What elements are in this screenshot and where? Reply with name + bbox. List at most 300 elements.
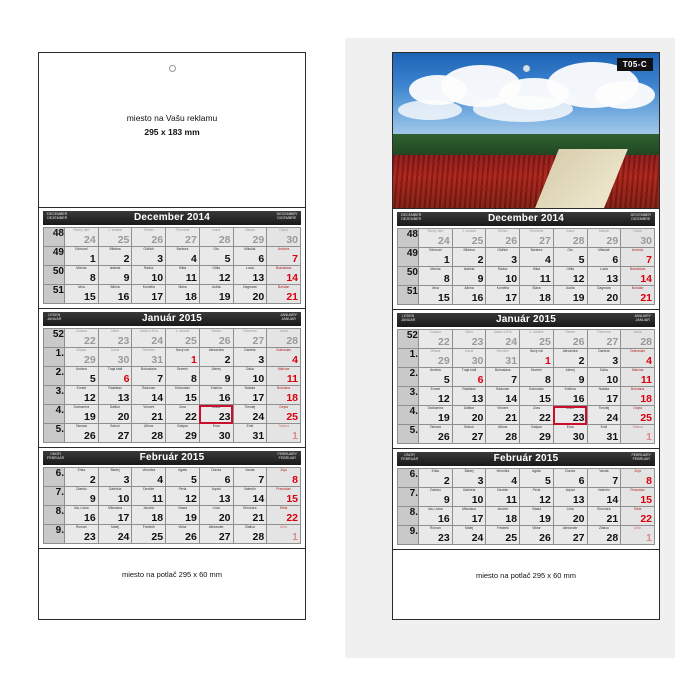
day-cell[interactable] [553,248,587,267]
name-day-label: Alexander [208,525,224,529]
name-day-label: Bohdan [277,285,290,289]
day-cell[interactable] [267,247,301,266]
day-cell[interactable] [267,367,301,386]
day-cell[interactable] [132,247,166,266]
month-title-bar [43,451,301,465]
day-number: 31 [505,355,518,367]
day-cell[interactable] [132,487,166,506]
name-day-label: Miloš [212,405,221,409]
day-cell[interactable] [452,469,486,488]
day-cell[interactable] [98,285,132,304]
day-cell[interactable] [166,386,200,405]
day-cell[interactable] [587,469,621,488]
day-number: 20 [606,292,619,304]
day-cell[interactable] [486,387,520,406]
day-cell[interactable] [233,424,267,443]
day-cell[interactable] [233,487,267,506]
day-cell[interactable] [267,468,301,487]
day-cell[interactable] [132,329,166,348]
day-cell[interactable] [132,228,166,247]
day-number: 24 [471,532,484,544]
week-row [44,386,301,405]
day-cell[interactable] [65,487,99,506]
day-cell[interactable] [267,386,301,405]
day-cell[interactable] [486,368,520,387]
day-number: 17 [471,513,484,525]
day-cell[interactable] [199,506,233,525]
day-cell[interactable] [452,526,486,545]
week-number-cell: 8. [44,506,65,525]
name-day-label: Judita [211,285,221,289]
name-day-label: Matej [465,526,474,530]
day-cell[interactable] [166,329,200,348]
name-day-label: Malvína [277,367,290,371]
day-number: 3 [612,355,619,367]
month-title: Január 2015 [141,313,203,324]
name-day-label: Jaromír [143,506,155,510]
day-cell[interactable] [98,386,132,405]
day-cell[interactable] [486,507,520,526]
day-cell[interactable] [166,367,200,386]
day-cell[interactable] [65,285,99,304]
month-title-alt-right: DECEMBER DICEMBRE [276,212,297,221]
day-number: 11 [640,374,652,386]
day-number: 30 [286,234,298,246]
day-cell[interactable] [166,228,200,247]
name-day-label: Ivana [279,329,288,333]
day-cell[interactable] [233,228,267,247]
name-day-label: Gašpar [177,424,188,428]
name-day-label: Mikuláš [598,248,610,252]
day-cell[interactable] [486,267,520,286]
day-cell[interactable] [553,406,587,425]
week-number-cell: 50 [44,266,65,285]
week-row [398,286,655,305]
day-number: 15 [185,392,197,404]
day-cell[interactable] [98,506,132,525]
ad-placeholder-text [39,111,305,139]
day-cell[interactable] [419,368,453,387]
day-cell[interactable] [166,285,200,304]
day-cell[interactable] [98,247,132,266]
day-number: 13 [606,273,619,285]
day-cell[interactable] [520,248,554,267]
day-cell[interactable] [452,488,486,507]
day-cell[interactable] [520,229,554,248]
day-cell[interactable] [486,286,520,305]
day-cell[interactable] [267,348,301,367]
day-cell[interactable] [98,329,132,348]
day-cell[interactable] [587,248,621,267]
day-cell[interactable] [267,329,301,348]
name-day-label: Severín [530,368,543,372]
day-cell[interactable] [553,387,587,406]
name-day-label: Nataša [244,386,256,390]
week-row [398,526,655,545]
day-cell[interactable] [419,507,453,526]
day-cell[interactable] [132,348,166,367]
day-cell[interactable] [65,525,99,544]
day-cell[interactable] [199,348,233,367]
day-cell[interactable] [486,349,520,368]
day-cell[interactable] [621,488,655,507]
day-cell[interactable] [199,405,233,424]
day-cell[interactable] [452,368,486,387]
day-cell[interactable] [621,507,655,526]
day-cell[interactable] [267,266,301,285]
day-cell[interactable] [520,526,554,545]
day-cell[interactable] [98,468,132,487]
day-cell[interactable] [65,424,99,443]
day-number: 26 [185,531,197,543]
day-cell[interactable] [621,469,655,488]
day-cell[interactable] [553,526,587,545]
day-cell[interactable] [553,349,587,368]
day-cell[interactable] [520,507,554,526]
name-day-label: Radúz [143,266,154,270]
day-cell[interactable] [587,368,621,387]
day-cell[interactable] [233,405,267,424]
name-day-label: Pravoslav [276,487,291,491]
day-cell[interactable] [520,406,554,425]
day-cell[interactable] [486,469,520,488]
day-cell[interactable] [98,367,132,386]
day-cell[interactable] [621,406,655,425]
day-cell[interactable] [267,405,301,424]
day-number: 4 [544,254,551,266]
day-cell[interactable] [520,330,554,349]
day-cell[interactable] [587,488,621,507]
month-title: December 2014 [488,213,564,224]
day-cell[interactable] [267,228,301,247]
day-cell[interactable] [587,526,621,545]
day-number: 13 [252,272,265,284]
day-cell[interactable] [132,266,166,285]
day-cell[interactable] [132,367,166,386]
day-cell[interactable] [621,330,655,349]
day-cell[interactable] [65,348,99,367]
name-day-label: Drahoslav [276,348,292,352]
day-cell[interactable] [199,468,233,487]
day-cell[interactable] [65,386,99,405]
day-number: 25 [151,531,164,543]
day-cell[interactable] [452,406,486,425]
day-cell[interactable] [553,368,587,387]
day-cell[interactable] [199,367,233,386]
day-cell[interactable] [587,286,621,305]
day-cell[interactable] [233,329,267,348]
day-cell[interactable] [452,349,486,368]
day-cell[interactable] [65,266,99,285]
day-cell[interactable] [553,425,587,444]
day-number: 11 [185,272,197,284]
day-cell[interactable] [419,488,453,507]
day-cell[interactable] [65,506,99,525]
day-number: 28 [218,234,231,246]
day-number: 13 [471,393,484,405]
day-cell[interactable] [621,349,655,368]
day-cell[interactable] [132,386,166,405]
day-cell[interactable] [621,286,655,305]
name-day-label: Štedrý deň [73,228,90,232]
day-cell[interactable] [587,387,621,406]
day-cell[interactable] [267,424,301,443]
day-cell[interactable] [621,248,655,267]
day-cell[interactable] [553,507,587,526]
name-day-label: Alexej [565,368,575,372]
day-number: 26 [438,431,450,443]
month-title-bar [397,452,655,466]
day-cell[interactable] [65,468,99,487]
name-day-label: Andrea [76,367,87,371]
day-number: 24 [117,531,130,543]
day-cell[interactable] [520,387,554,406]
day-cell[interactable] [233,468,267,487]
day-cell[interactable] [267,525,301,544]
day-cell[interactable] [621,229,655,248]
name-day-label: Alexandra [208,348,224,352]
name-day-label: Judita [565,286,575,290]
day-cell[interactable] [553,330,587,349]
month-title-bar [397,313,655,327]
day-cell[interactable] [486,488,520,507]
day-cell[interactable] [452,330,486,349]
day-cell[interactable] [486,425,520,444]
day-cell[interactable] [132,424,166,443]
name-day-label: Nový rok [175,348,189,352]
week-number-cell: 2. [44,367,65,386]
day-cell[interactable] [267,285,301,304]
day-cell[interactable] [520,267,554,286]
day-number: 9 [123,272,130,284]
day-cell[interactable] [452,507,486,526]
name-day-label: Vanda [599,469,609,473]
day-number: 6 [123,373,130,385]
day-cell[interactable] [267,506,301,525]
name-day-label: Lucia [599,267,608,271]
day-cell[interactable] [166,506,200,525]
month-block [393,449,659,550]
day-cell[interactable] [199,487,233,506]
day-cell[interactable] [199,228,233,247]
day-cell[interactable] [621,425,655,444]
day-cell[interactable] [486,330,520,349]
name-day-label: Alexander [562,526,578,530]
day-cell[interactable] [520,368,554,387]
day-cell[interactable] [166,487,200,506]
day-cell[interactable] [419,469,453,488]
week-row [44,266,301,285]
day-cell[interactable] [419,229,453,248]
day-cell[interactable] [553,488,587,507]
photo-header [393,53,659,209]
day-cell[interactable] [233,266,267,285]
name-day-label: Lívia [212,506,220,510]
day-cell[interactable] [233,506,267,525]
name-day-label: Hilda [178,266,187,270]
day-cell[interactable] [65,329,99,348]
name-day-label: Bibiána [463,248,475,252]
name-day-label: Ernest [430,387,441,391]
day-number: 8 [443,273,450,285]
day-cell[interactable] [166,525,200,544]
day-cell[interactable] [452,286,486,305]
day-cell[interactable] [452,387,486,406]
day-number: 31 [252,430,265,442]
day-cell[interactable] [621,267,655,286]
day-cell[interactable] [452,248,486,267]
day-cell[interactable] [166,266,200,285]
day-cell[interactable] [65,367,99,386]
day-cell[interactable] [587,406,621,425]
day-cell[interactable] [199,386,233,405]
name-day-label: Veronika [496,469,510,473]
day-cell[interactable] [452,229,486,248]
name-day-label: Lívia [566,507,574,511]
day-cell[interactable] [199,285,233,304]
week-row [44,487,301,506]
day-cell[interactable] [520,488,554,507]
name-day-label: Eleonóra [243,506,257,510]
day-cell[interactable] [166,405,200,424]
day-cell[interactable] [132,506,166,525]
day-number: 5 [544,475,551,487]
day-cell[interactable] [419,406,453,425]
day-cell[interactable] [98,424,132,443]
day-cell[interactable] [553,469,587,488]
day-cell[interactable] [419,526,453,545]
day-cell[interactable] [132,285,166,304]
name-day-label: Radovan [142,386,156,390]
week-row [44,285,301,304]
day-cell[interactable] [132,405,166,424]
day-cell[interactable] [553,229,587,248]
day-cell[interactable] [166,424,200,443]
week-number-cell: 7. [44,487,65,506]
ad-header-area [39,53,305,208]
day-cell[interactable] [233,386,267,405]
day-cell[interactable] [587,349,621,368]
day-cell[interactable] [419,330,453,349]
day-cell[interactable] [486,526,520,545]
day-cell[interactable] [132,525,166,544]
day-cell[interactable] [520,349,554,368]
day-cell[interactable] [166,468,200,487]
name-day-label: Daniela [244,348,256,352]
day-cell[interactable] [587,330,621,349]
day-cell[interactable] [199,247,233,266]
day-number: 4 [646,355,652,367]
name-day-label: Dalibor [109,405,121,409]
day-cell[interactable] [419,425,453,444]
day-cell[interactable] [452,267,486,286]
day-cell[interactable] [419,387,453,406]
day-number: 2 [123,253,130,265]
day-cell[interactable] [452,425,486,444]
day-cell[interactable] [587,507,621,526]
day-cell[interactable] [587,229,621,248]
day-cell[interactable] [419,248,453,267]
name-day-label: Matej [111,525,120,529]
month-title-alt-right: JANUARY JANUAR [280,313,297,322]
name-day-label: Viktor [178,525,187,529]
day-cell[interactable] [233,285,267,304]
day-cell[interactable] [553,267,587,286]
day-cell[interactable] [199,266,233,285]
day-cell[interactable] [199,424,233,443]
name-day-label: Adam a Eva [139,329,158,333]
day-number: 4 [190,253,197,265]
name-day-label: Ivica [77,285,85,289]
month-title-alt-right: JANUARY JANUAR [634,314,651,323]
name-day-label: Severín [176,367,189,371]
ad-line-2: 295 x 183 mm [144,127,200,138]
name-day-label: Dezider [497,488,509,492]
name-day-label: Edmund [429,248,442,252]
day-cell[interactable] [486,229,520,248]
day-cell[interactable] [587,425,621,444]
day-cell[interactable] [233,247,267,266]
day-cell[interactable] [267,487,301,506]
day-cell[interactable] [520,286,554,305]
day-cell[interactable] [65,228,99,247]
day-number: 2 [443,475,450,487]
day-cell[interactable] [233,367,267,386]
name-day-label: Rastislav [108,386,122,390]
day-cell[interactable] [520,469,554,488]
day-cell[interactable] [98,266,132,285]
day-cell[interactable] [587,267,621,286]
name-day-label: Dávid [110,348,120,352]
day-cell[interactable] [166,247,200,266]
day-cell[interactable] [419,267,453,286]
day-cell[interactable] [486,248,520,267]
day-cell[interactable] [199,525,233,544]
name-day-label: Tatiana [632,425,643,429]
name-day-label: Bohuš [464,425,474,429]
month-block [39,208,305,309]
day-cell[interactable] [233,525,267,544]
day-cell[interactable] [98,525,132,544]
day-number: 13 [572,494,585,506]
day-cell[interactable] [621,387,655,406]
week-number-cell: 7. [398,488,419,507]
day-cell[interactable] [65,247,99,266]
day-cell[interactable] [65,405,99,424]
day-cell[interactable] [553,286,587,305]
day-cell[interactable] [621,526,655,545]
day-cell[interactable] [199,329,233,348]
day-cell[interactable] [419,286,453,305]
day-cell[interactable] [98,348,132,367]
day-cell[interactable] [621,368,655,387]
day-cell[interactable] [419,349,453,368]
name-day-label: Zlatica [245,525,255,529]
week-number-cell: 5. [398,425,419,444]
day-cell[interactable] [486,406,520,425]
day-cell[interactable] [132,468,166,487]
day-number: 1 [190,354,197,366]
day-number: 26 [151,234,164,246]
day-cell[interactable] [233,348,267,367]
day-number: 26 [84,430,96,442]
week-number-cell: 48 [398,229,419,248]
day-cell[interactable] [520,425,554,444]
day-cell[interactable] [98,487,132,506]
day-cell[interactable] [166,348,200,367]
day-cell[interactable] [98,405,132,424]
day-cell[interactable] [98,228,132,247]
